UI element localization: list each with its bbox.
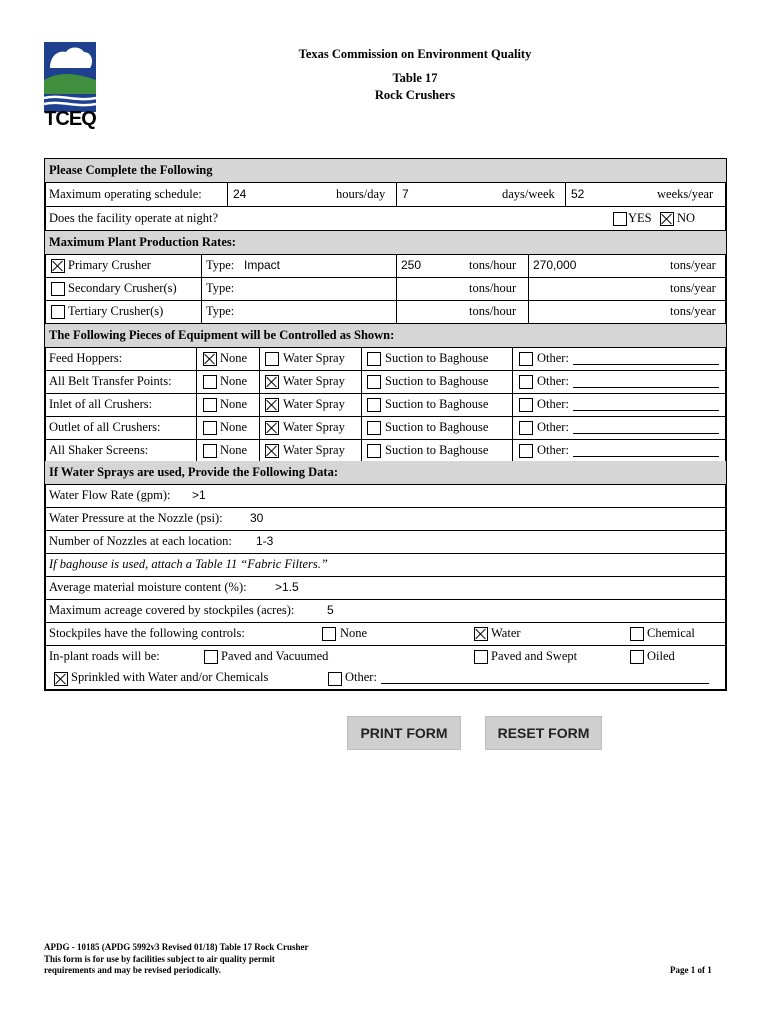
crusher-checkbox[interactable] xyxy=(51,282,65,296)
crusher-row xyxy=(45,277,726,301)
baghouse-label: Suction to Baghouse xyxy=(385,397,489,411)
page-title: Rock Crushers xyxy=(374,88,456,102)
baghouse-label: Suction to Baghouse xyxy=(385,420,489,434)
acreage-row xyxy=(45,599,726,623)
hours-unit: hours/day xyxy=(336,187,386,201)
equipment-label: Inlet of all Crushers: xyxy=(49,397,153,411)
crusher-type-label: Type: xyxy=(206,281,235,295)
none-label: None xyxy=(220,420,248,434)
tons-per-hour-unit: tons/hour xyxy=(469,304,517,318)
schedule-label: Maximum operating schedule: xyxy=(49,187,202,201)
reset-form-button[interactable]: RESET FORM xyxy=(485,716,602,750)
section-equipment xyxy=(45,324,726,348)
roads-other-label: Other: xyxy=(345,670,377,684)
acreage-label: Maximum acreage covered by stockpiles (acres): xyxy=(49,603,295,617)
section-sprays xyxy=(45,461,726,485)
baghouse-checkbox[interactable] xyxy=(367,444,381,458)
other-checkbox[interactable] xyxy=(519,421,533,435)
water-spray-checkbox[interactable] xyxy=(265,352,279,366)
no-checkbox[interactable] xyxy=(660,212,674,226)
page-number: Page 1 of 1 xyxy=(670,965,712,975)
other-field[interactable] xyxy=(573,456,719,457)
none-checkbox[interactable] xyxy=(203,398,217,412)
section-title: Please Complete the Following xyxy=(49,163,213,177)
other-field[interactable] xyxy=(573,433,719,434)
water-spray-checkbox[interactable] xyxy=(265,421,279,435)
tceq-logo xyxy=(44,42,96,132)
section-title: The Following Pieces of Equipment will be Controlled as Shown: xyxy=(49,328,395,342)
baghouse-checkbox[interactable] xyxy=(367,375,381,389)
moisture-label: Average material moisture content (%): xyxy=(49,580,247,594)
other-label: Other: xyxy=(537,374,569,388)
nozzles-row xyxy=(45,530,726,554)
pressure-row xyxy=(45,507,726,531)
other-field[interactable] xyxy=(573,364,719,365)
baghouse-checkbox[interactable] xyxy=(367,398,381,412)
section-title: Maximum Plant Production Rates: xyxy=(49,235,236,249)
water-spray-label: Water Spray xyxy=(283,374,345,388)
stockpiles-label: Stockpiles have the following controls: xyxy=(49,626,245,640)
other-checkbox[interactable] xyxy=(519,375,533,389)
other-checkbox[interactable] xyxy=(519,398,533,412)
tons-per-year-unit: tons/year xyxy=(670,304,716,318)
baghouse-label: Suction to Baghouse xyxy=(385,374,489,388)
crusher-label: Tertiary Crusher(s) xyxy=(68,304,164,318)
baghouse-label: Suction to Baghouse xyxy=(385,351,489,365)
tons-per-hour-unit: tons/hour xyxy=(469,258,517,272)
none-label: None xyxy=(220,443,248,457)
baghouse-label: Suction to Baghouse xyxy=(385,443,489,457)
equipment-row xyxy=(45,416,726,440)
footer-form-id: APDG - 10185 (APDG 5992v3 Revised 01/18) Table 17 Rock Crusher xyxy=(44,942,309,952)
weeks-unit: weeks/year xyxy=(657,187,714,201)
flow-field[interactable]: >1 xyxy=(192,488,206,502)
oiled-checkbox[interactable] xyxy=(630,650,644,664)
yes-label: YES xyxy=(628,211,652,225)
crusher-row xyxy=(45,254,726,278)
table-number: Table 17 xyxy=(392,71,438,85)
water-spray-label: Water Spray xyxy=(283,397,345,411)
water-spray-label: Water Spray xyxy=(283,420,345,434)
nozzles-field[interactable]: 1-3 xyxy=(256,534,274,548)
footer-note-2: requirements and may be revised periodically. xyxy=(44,965,221,975)
crusher-type-label: Type: xyxy=(206,304,235,318)
section-title: If Water Sprays are used, Provide the Following Data: xyxy=(49,465,339,479)
rock-crusher-form xyxy=(44,158,727,691)
baghouse-checkbox[interactable] xyxy=(367,421,381,435)
weeks-field[interactable]: 52 xyxy=(571,187,585,201)
stockpile-water-label: Water xyxy=(491,626,521,640)
crusher-tph-field[interactable]: 250 xyxy=(401,258,422,272)
baghouse-note: If baghouse is used, attach a Table 11 “Fabric Filters.” xyxy=(49,557,328,571)
hours-field[interactable]: 24 xyxy=(233,187,247,201)
crusher-label: Secondary Crusher(s) xyxy=(68,281,177,295)
footer-note-1: This form is for use by facilities subject to air quality permit xyxy=(44,954,275,964)
night-question: Does the facility operate at night? xyxy=(49,211,219,225)
schedule-row xyxy=(45,183,726,207)
equipment-row xyxy=(45,393,726,417)
acreage-field[interactable]: 5 xyxy=(327,603,334,617)
swept-label: Paved and Swept xyxy=(491,649,578,663)
night-row xyxy=(45,207,726,231)
crusher-checkbox[interactable] xyxy=(51,259,65,273)
water-spray-label: Water Spray xyxy=(283,443,345,457)
stockpile-chemical-checkbox[interactable] xyxy=(630,627,644,641)
crusher-row xyxy=(45,300,726,324)
other-label: Other: xyxy=(537,397,569,411)
baghouse-note-row xyxy=(45,553,726,577)
sprinkled-label: Sprinkled with Water and/or Chemicals xyxy=(71,670,269,684)
section-production xyxy=(45,231,726,255)
section-complete xyxy=(45,159,726,183)
water-spray-label: Water Spray xyxy=(283,351,345,365)
crusher-type-field[interactable]: Impact xyxy=(244,258,281,272)
roads-label: In-plant roads will be: xyxy=(49,649,160,663)
stockpile-chemical-label: Chemical xyxy=(647,626,695,640)
sprinkled-checkbox[interactable] xyxy=(54,672,68,686)
stockpile-none-label: None xyxy=(340,626,368,640)
equipment-label: Outlet of all Crushers: xyxy=(49,420,161,434)
tons-per-hour-unit: tons/hour xyxy=(469,281,517,295)
yes-checkbox[interactable] xyxy=(613,212,627,226)
none-checkbox[interactable] xyxy=(203,375,217,389)
stockpile-water-checkbox[interactable] xyxy=(474,627,488,641)
print-form-button[interactable]: PRINT FORM xyxy=(347,716,461,750)
oiled-label: Oiled xyxy=(647,649,675,663)
none-checkbox[interactable] xyxy=(203,421,217,435)
equipment-label: Feed Hoppers: xyxy=(49,351,123,365)
none-checkbox[interactable] xyxy=(203,444,217,458)
tons-per-year-unit: tons/year xyxy=(670,281,716,295)
tons-per-year-unit: tons/year xyxy=(670,258,716,272)
roads-row xyxy=(45,645,726,688)
none-label: None xyxy=(220,351,248,365)
days-unit: days/week xyxy=(502,187,555,201)
other-label: Other: xyxy=(537,351,569,365)
no-label: NO xyxy=(677,211,696,225)
moisture-row xyxy=(45,576,726,600)
crusher-checkbox[interactable] xyxy=(51,305,65,319)
equipment-row xyxy=(45,439,726,462)
water-spray-checkbox[interactable] xyxy=(265,375,279,389)
equipment-row xyxy=(45,370,726,394)
other-field[interactable] xyxy=(573,410,719,411)
crusher-tpy-field[interactable]: 270,000 xyxy=(533,258,577,272)
pressure-field[interactable]: 30 xyxy=(250,511,264,525)
none-checkbox[interactable] xyxy=(203,352,217,366)
pressure-label: Water Pressure at the Nozzle (psi): xyxy=(49,511,223,525)
vacuumed-label: Paved and Vacuumed xyxy=(221,649,329,663)
water-spray-checkbox[interactable] xyxy=(265,398,279,412)
none-label: None xyxy=(220,397,248,411)
moisture-field[interactable]: >1.5 xyxy=(275,580,299,594)
other-field[interactable] xyxy=(573,387,719,388)
equipment-label: All Belt Transfer Points: xyxy=(49,374,172,388)
days-field[interactable]: 7 xyxy=(402,187,409,201)
other-label: Other: xyxy=(537,420,569,434)
crusher-type-label: Type: xyxy=(206,258,235,272)
roads-other-field[interactable] xyxy=(381,683,709,684)
other-label: Other: xyxy=(537,443,569,457)
none-label: None xyxy=(220,374,248,388)
other-checkbox[interactable] xyxy=(519,444,533,458)
other-checkbox[interactable] xyxy=(519,352,533,366)
crusher-label: Primary Crusher xyxy=(68,258,151,272)
stockpile-none-checkbox[interactable] xyxy=(322,627,336,641)
logo-text: TCEQ xyxy=(44,108,96,130)
swept-checkbox[interactable] xyxy=(474,650,488,664)
equipment-label: All Shaker Screens: xyxy=(49,443,149,457)
flow-label: Water Flow Rate (gpm): xyxy=(49,488,171,502)
agency-name: Texas Commission on Environment Quality xyxy=(298,47,532,61)
flow-row xyxy=(45,484,726,508)
stockpiles-row xyxy=(45,622,726,646)
vacuumed-checkbox[interactable] xyxy=(204,650,218,664)
roads-other-checkbox[interactable] xyxy=(328,672,342,686)
water-spray-checkbox[interactable] xyxy=(265,444,279,458)
equipment-row xyxy=(45,347,726,371)
baghouse-checkbox[interactable] xyxy=(367,352,381,366)
nozzles-label: Number of Nozzles at each location: xyxy=(49,534,232,548)
